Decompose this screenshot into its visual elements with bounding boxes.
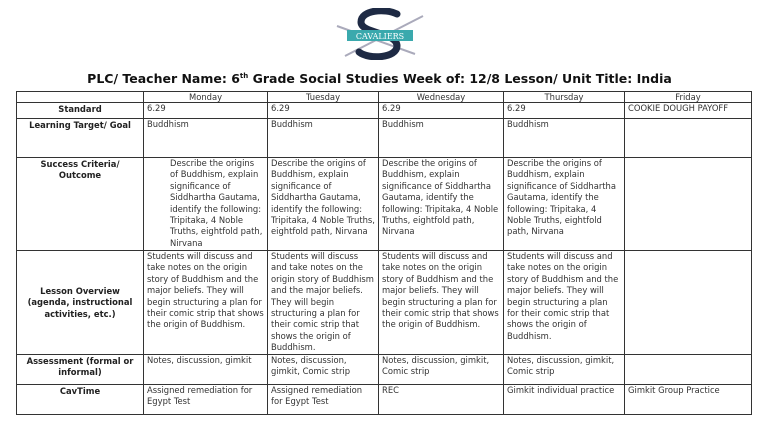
table-cell: Assigned remediation for Egypt Test: [268, 384, 379, 414]
table-cell: REC: [379, 384, 504, 414]
table-cell: Gimkit Group Practice: [625, 384, 752, 414]
table-row: [17, 103, 752, 119]
table-cell: Students will discuss and take notes on the origin story of Buddhism and the major beliefs. They will begin structuring a plan for their comic strip that shows the origin of Buddhism.: [144, 251, 268, 355]
table-row: [17, 354, 752, 384]
table-cell: Describe the origins of Buddhism, explain significance of Siddhartha Gautama, identify the following: Tripitaka, 4 Noble Truths, eightfold path, Nirvana: [504, 158, 625, 251]
day-header: Monday: [144, 92, 268, 103]
table-cell: [625, 354, 752, 384]
table-cell: Notes, discussion, gimkit: [144, 354, 268, 384]
table-cell: [625, 119, 752, 158]
row-label: CavTime: [17, 384, 144, 414]
table-row: [17, 251, 752, 355]
table-cell: Describe the origins of Buddhism, explain significance of Siddhartha Gautama, identify the following: Tripitaka, 4 Noble Truths, eightfold path, Nirvana: [144, 158, 268, 251]
table-cell: 6.29: [379, 103, 504, 119]
cavaliers-logo: [335, 8, 425, 60]
table-cell: Notes, discussion, gimkit, Comic strip: [379, 354, 504, 384]
table-cell: Buddhism: [379, 119, 504, 158]
table-cell: [625, 251, 752, 355]
day-header: Wednesday: [379, 92, 504, 103]
page-title: PLC/ Teacher Name: 6th Grade Social Studies Week of: 12/8 Lesson/ Unit Title: India: [87, 71, 672, 86]
row-label: Lesson Overview (agenda, instructional activities, etc.): [17, 251, 144, 355]
lesson-plan-table: [16, 91, 752, 415]
table-cell: 6.29: [144, 103, 268, 119]
table-cell: Buddhism: [144, 119, 268, 158]
table-cell: Describe the origins of Buddhism, explain significance of Siddhartha Gautama, identify the following: Tripitaka, 4 Noble Truths, eightfold path, Nirvana: [379, 158, 504, 251]
table-cell: Describe the origins of Buddhism, explain significance of Siddhartha Gautama, identify the following: Tripitaka, 4 Noble Truths, eightfold path, Nirvana: [268, 158, 379, 251]
day-header: Thursday: [504, 92, 625, 103]
table-cell: Gimkit individual practice: [504, 384, 625, 414]
table-cell: [625, 158, 752, 251]
table-cell: Buddhism: [504, 119, 625, 158]
day-header: Tuesday: [268, 92, 379, 103]
table-cell: Notes, discussion, gimkit, Comic strip: [268, 354, 379, 384]
table-cell: Buddhism: [268, 119, 379, 158]
table-cell: Students will discuss and take notes on the origin story of Buddhism and the major beliefs. They will begin structuring a plan for their comic strip that shows the origin of Buddhism.: [379, 251, 504, 355]
corner-cell: [17, 92, 144, 103]
table-row: [17, 119, 752, 158]
table-cell: Notes, discussion, gimkit, Comic strip: [504, 354, 625, 384]
table-row: [17, 384, 752, 414]
header-row: [17, 92, 752, 103]
row-label: Assessment (formal or informal): [17, 354, 144, 384]
day-header: Friday: [625, 92, 752, 103]
logo-text: CAVALIERS: [355, 32, 405, 41]
table-cell: COOKIE DOUGH PAYOFF: [625, 103, 752, 119]
row-label: Standard: [17, 103, 144, 119]
table-row: [17, 158, 752, 251]
table-cell: Assigned remediation for Egypt Test: [144, 384, 268, 414]
row-label: Success Criteria/ Outcome: [17, 158, 144, 251]
table-cell: Students will discuss and take notes on the origin story of Buddhism and the major beliefs. They will begin structuring a plan for their comic strip that shows the origin of Buddhism.: [504, 251, 625, 355]
table-cell: 6.29: [504, 103, 625, 119]
table-cell: Students will discuss and take notes on the origin story of Buddhism and the major beliefs. They will begin structuring a plan for their comic strip that shows the origin of Buddhism.: [268, 251, 379, 355]
row-label: Learning Target/ Goal: [17, 119, 144, 158]
table-cell: 6.29: [268, 103, 379, 119]
